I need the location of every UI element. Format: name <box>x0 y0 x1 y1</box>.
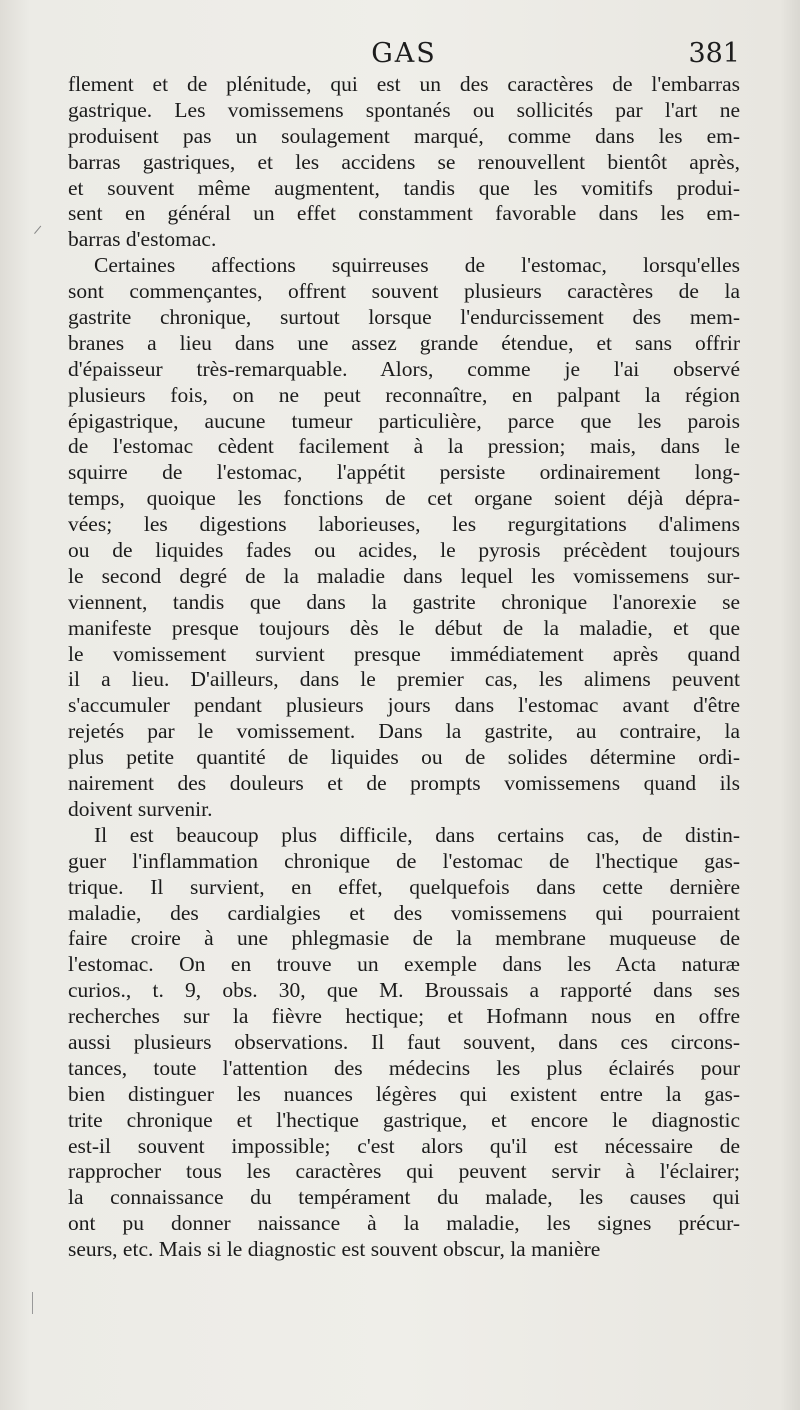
paragraph <box>68 72 740 253</box>
text-line: viennent, tandis que dans la gastrite chronique l'anorexie se <box>68 589 740 614</box>
text-line: trite chronique et l'hectique gastrique, et encore le diagnostic <box>68 1107 740 1132</box>
text-line: manifeste presque toujours dès le début de la maladie, et que <box>68 615 740 640</box>
text-line: recherches sur la fièvre hectique; et Hofmann nous en offre <box>68 1004 740 1029</box>
text-line: Il est beaucoup plus difficile, dans certains cas, de distin- <box>94 822 740 847</box>
text-line: plus petite quantité de liquides ou de solides détermine ordi- <box>68 745 740 770</box>
text-line: bien distinguer les nuances légères qui existent entre la gas- <box>68 1081 740 1106</box>
text-line: tances, toute l'attention des médecins les plus éclairés pour <box>68 1055 740 1080</box>
margin-tick <box>32 1292 33 1314</box>
text-line: gastrique. Les vomissemens spontanés ou sollicités par l'art ne <box>68 97 740 122</box>
text-line: le vomissement survient presque immédiatement après quand <box>68 641 740 666</box>
text-line: guer l'inflammation chronique de l'estomac de l'hectique gas- <box>68 848 740 873</box>
paragraph <box>68 823 740 1263</box>
text-line: gastrite chronique, surtout lorsque l'endurcissement des mem- <box>68 305 740 330</box>
text-line: nairement des douleurs et de prompts vomissemens quand ils <box>68 771 740 796</box>
page-number: 381 <box>688 38 740 69</box>
text-line: s'accumuler pendant plusieurs jours dans l'estomac avant d'être <box>68 693 740 718</box>
text-line: flement et de plénitude, qui est un des caractères de l'embarras <box>68 72 740 96</box>
text-line: seurs, etc. Mais si le diagnostic est souvent obscur, la manière <box>68 1237 601 1262</box>
text-line: trique. Il survient, en effet, quelquefois dans cette dernière <box>68 874 740 899</box>
text-line: faire croire à une phlegmasie de la membrane muqueuse de <box>68 926 740 951</box>
text-line: vées; les digestions laborieuses, les regurgitations d'alimens <box>68 512 740 537</box>
text-line: la connaissance du tempérament du malade, les causes qui <box>68 1185 740 1210</box>
text-line: rapprocher tous les caractères qui peuvent servir à l'éclairer; <box>68 1159 740 1184</box>
text-line: barras d'estomac. <box>68 227 217 252</box>
text-line: sent en général un effet constamment favorable dans les em- <box>68 201 740 226</box>
text-line: barras gastriques, et les accidens se renouvellent bientôt après, <box>68 149 740 174</box>
text-line: épigastrique, aucune tumeur particulière, parce que les parois <box>68 408 740 433</box>
text-line: doivent survenir. <box>68 796 213 821</box>
paragraph <box>68 253 740 823</box>
text-line: et souvent même augmentent, tandis que les vomitifs produi- <box>68 175 740 200</box>
text-line: branes a lieu dans une assez grande étendue, et sans offrir <box>68 330 740 355</box>
margin-mark <box>34 226 49 241</box>
text-line: rejetés par le vomissement. Dans la gastrite, au contraire, la <box>68 719 740 744</box>
running-head: GAS <box>371 38 437 69</box>
text-line: est-il souvent impossible; c'est alors qu'il est nécessaire de <box>68 1133 740 1158</box>
text-line: aussi plusieurs observations. Il faut souvent, dans ces circons- <box>68 1029 740 1054</box>
text-line: squirre de l'estomac, l'appétit persiste ordinairement long- <box>68 460 740 485</box>
text-line: sont commençantes, offrent souvent plusieurs caractères de la <box>68 279 740 304</box>
text-line: produisent pas un soulagement marqué, comme dans les em- <box>68 123 740 148</box>
text-line: temps, quoique les fonctions de cet organe soient déjà dépra- <box>68 486 740 511</box>
text-line: plusieurs fois, on ne peut reconnaître, en palpant la région <box>68 382 740 407</box>
text-line: d'épaisseur très-remarquable. Alors, comme je l'ai observé <box>68 356 740 381</box>
text-line: l'estomac. On en trouve un exemple dans les Acta naturæ <box>68 952 740 977</box>
text-line: ou de liquides fades ou acides, le pyrosis précèdent toujours <box>68 538 740 563</box>
text-line: de l'estomac cèdent facilement à la pression; mais, dans le <box>68 434 740 459</box>
text-line: curios., t. 9, obs. 30, que M. Broussais a rapporté dans ses <box>68 978 740 1003</box>
body-text <box>68 72 740 1263</box>
text-line: il a lieu. D'ailleurs, dans le premier cas, les alimens peuvent <box>68 667 740 692</box>
text-line: le second degré de la maladie dans lequel les vomissemens sur- <box>68 563 740 588</box>
text-line: maladie, des cardialgies et des vomissemens qui pourraient <box>68 900 740 925</box>
text-line: ont pu donner naissance à la maladie, les signes précur- <box>68 1211 740 1236</box>
text-line: Certaines affections squirreuses de l'estomac, lorsqu'elles <box>94 253 740 278</box>
